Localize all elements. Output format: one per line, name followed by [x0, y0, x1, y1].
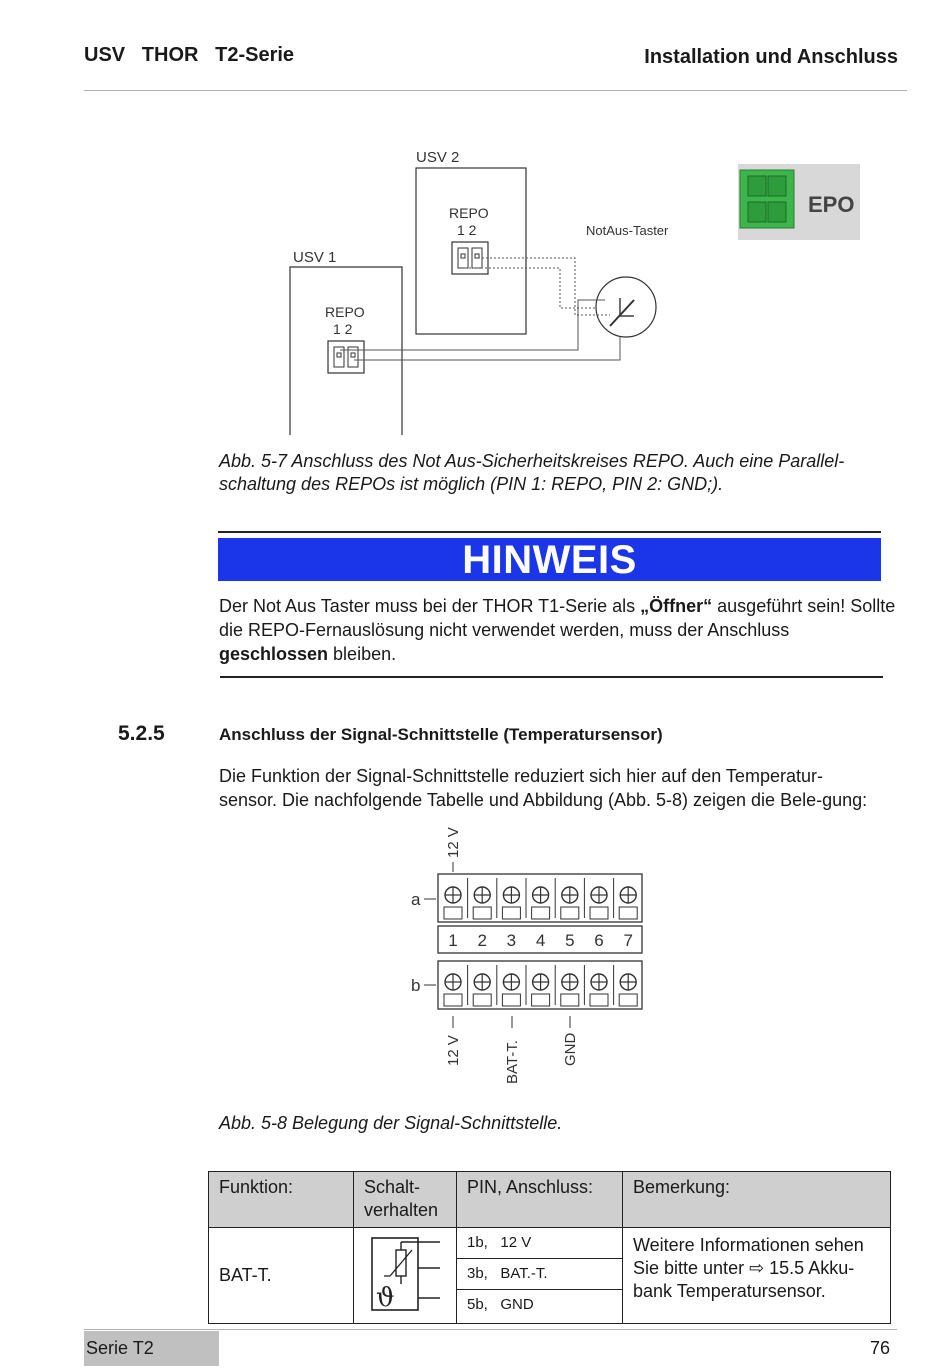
figure2-caption: Abb. 5-8 Belegung der Signal-Schnittstelle.: [219, 1113, 563, 1133]
usv1-pins-label: 1 2: [333, 321, 353, 337]
pin-number: 2: [477, 931, 487, 950]
terminal-row-b: [438, 961, 642, 1009]
signal-interface-diagram: [400, 810, 660, 1090]
remark-cell: Weitere Informationen sehen Sie bitte unter ⇨ 15.5 Akku-bank Temperatursensor.: [623, 1228, 891, 1324]
pin-row-1b: 1b, 12 V: [457, 1228, 622, 1259]
pin-number: 1: [448, 931, 458, 950]
section-number: 5.2.5: [118, 722, 165, 745]
col-header-switching: Schalt-verhalten: [354, 1172, 457, 1228]
pin-number: 3: [506, 931, 517, 950]
header-title: USV THOR T2-Serie: [84, 44, 295, 66]
pin-list-cell: [457, 1228, 623, 1324]
pin-number: 5: [565, 931, 575, 950]
figure1-caption: Abb. 5-7 Anschluss des Not Aus-Sicherheitskreises REPO. Auch eine Parallel- schaltung des REPOs ist möglich (PIN 1: REPO, PIN 2: GND;).: [219, 451, 845, 494]
note-banner: HINWEIS: [218, 538, 881, 581]
header-divider: [84, 90, 907, 91]
row-b-label: b: [411, 976, 421, 995]
note-bottom-rule: [220, 676, 883, 678]
pin-number: 7: [623, 931, 633, 950]
note-top-rule: [218, 531, 881, 533]
usv2-label: USV 2: [416, 149, 460, 166]
note-text: Der Not Aus Taster muss bei der THOR T1-Serie als „Öffner“ ausgeführt sein! Sollte die REPO-Fernauslösung nicht verwendet werden, muss der Anschluss geschlossen bleiben.: [219, 596, 896, 664]
table-row: [209, 1228, 891, 1324]
repo-wiring-diagram: [220, 140, 890, 440]
sensor-symbol-cell: [354, 1228, 457, 1324]
bottom-label-12v: 12 V: [445, 1035, 462, 1066]
pin-assignment-table: [208, 1171, 891, 1324]
usv2-pins-label: 1 2: [457, 222, 477, 238]
usv1-repo-label: REPO: [325, 304, 365, 320]
terminal-row-a: [438, 874, 642, 922]
page-number: 76: [869, 1338, 890, 1358]
pin-row-5b: 5b, GND: [467, 1296, 534, 1313]
usv2-repo-label: REPO: [449, 205, 489, 221]
usv1-repo-connector: [328, 341, 364, 373]
table-header-row: [209, 1172, 891, 1228]
section-title: Anschluss der Signal-Schnittstelle (Temperatursensor): [219, 725, 663, 744]
section-body: Die Funktion der Signal-Schnittstelle reduziert sich hier auf den Temperatur-sensor. Die nachfolgende Tabelle und Abbildung (Abb. 5-8) zeigen die Bele-gung:: [219, 766, 868, 810]
header-chapter: Installation und Anschluss: [644, 46, 898, 68]
col-header-remark: Bemerkung:: [623, 1172, 891, 1228]
col-header-function: Funktion:: [209, 1172, 354, 1228]
epo-connector-photo: [738, 164, 860, 240]
usv1-label: USV 1: [293, 249, 337, 266]
usv1-wiring: [340, 300, 620, 360]
epo-label: EPO: [808, 192, 855, 217]
pin-number: 4: [535, 931, 546, 950]
notaus-label: NotAus-Taster: [586, 223, 669, 238]
row-a-label: a: [411, 890, 421, 909]
notaus-switch-symbol: [596, 277, 656, 337]
function-cell: BAT-T.: [209, 1228, 354, 1324]
pin-row-3b: 3b, BAT.-T.: [457, 1259, 622, 1290]
bottom-label-bat-t: BAT-T.: [504, 1040, 521, 1084]
svg-text:ϑ: ϑ: [376, 1283, 395, 1313]
top-12v-label: 12 V: [445, 827, 462, 858]
thermistor-icon: [354, 1228, 454, 1318]
pin-number: 6: [594, 931, 604, 950]
footer-divider: [84, 1329, 897, 1330]
col-header-pin: PIN, Anschluss:: [457, 1172, 623, 1228]
bottom-label-gnd: GND: [562, 1032, 579, 1066]
footer-series: Serie T2: [84, 1331, 219, 1366]
